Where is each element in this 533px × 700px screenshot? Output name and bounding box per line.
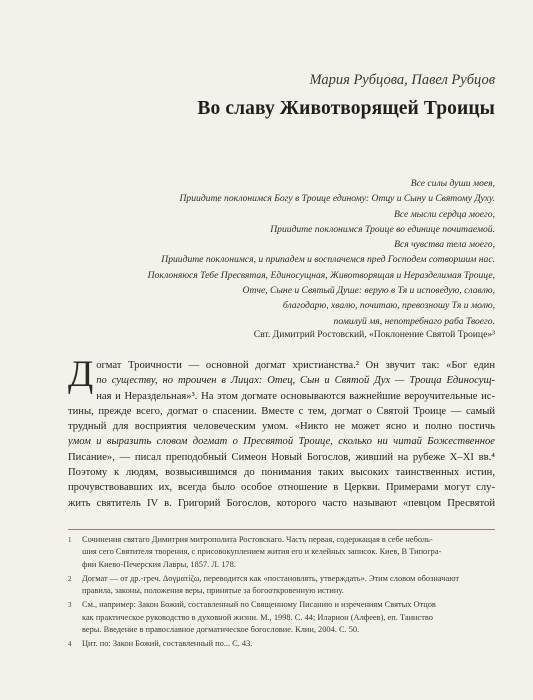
epigraph-line: Вся чувства тела моего, bbox=[394, 239, 495, 251]
body-line: по существу, но троичен в Лицах: Отец, Сын и Святой Дух — Троица Единосущ- bbox=[96, 375, 495, 387]
footnote bbox=[68, 638, 495, 650]
epigraph-line: Все силы души моея, bbox=[410, 178, 495, 189]
footnote-line: веры. Введение в православное догматическое богословие. Клин, 2004. С. 50. bbox=[82, 625, 360, 635]
footnote-line: шия сего Святителя творения, с присовокуплением жития его и келейных записок. Киев, В Типогра- bbox=[82, 547, 442, 557]
body-line: прочувствовавших их, всегда было особое отношение в Церкви. Примерами могут слу- bbox=[68, 482, 495, 494]
body-line: Поэтому к людям, возвысившимся до понимания таких высоких таинственных истин, bbox=[68, 467, 495, 479]
epigraph-line: благодарю, хвалю, почитаю, превозношу Тя и молю, bbox=[282, 300, 495, 312]
body-line: огмат Троичности — основной догмат христианства.² Он звучит так: «Бог един bbox=[96, 360, 495, 371]
body-line: жить святитель IV в. Григорий Богослов, которого часто называют «певцом Пресвятой bbox=[68, 497, 495, 509]
footnote-divider bbox=[68, 529, 495, 530]
footnote-line: Сочинения святаго Димитрия митрополита Ростовскаго. Часть первая, содержащая в себе неболь- bbox=[82, 535, 433, 544]
footnote-line: правила, законы, положения веры, принятые за богооткровенную истину. bbox=[82, 586, 344, 596]
footnote-line: как практическое руководство в духовной жизни. М., 1998. С. 44; Иларион (Алфеев), еп. Таинство bbox=[82, 612, 433, 622]
body-line: трудный для восприятия человеческим умом. «Никто не может ясно и полно постичь bbox=[68, 421, 495, 433]
epigraph-attribution: Свт. Димитрий Ростовский, «Поклонение Святой Троице»³ bbox=[253, 329, 495, 340]
footnotes bbox=[68, 534, 495, 653]
body-line: тины, прежде всего, догмат о спасении. Вместе с тем, догмат о Святой Троице — самый bbox=[68, 405, 495, 417]
epigraph-line: Приидите поклонимся Троице во единице почитаемой. bbox=[270, 223, 495, 235]
authors: Мария Рубцова, Павел Рубцов bbox=[309, 72, 495, 88]
epigraph-line: Приидите поклонимся Богу в Троице единому: Отцу и Сыну и Святому Духу. bbox=[179, 193, 495, 205]
footnote-line: Цит. по: Закон Божий, составленный по... С. 43. bbox=[82, 639, 253, 649]
epigraph-line: Отче, Сыне и Святый Душе: верую в Тя и исповедую, славлю, bbox=[242, 285, 495, 297]
epigraph-line: помилуй мя, непотребнаго раба Твоего. bbox=[333, 315, 495, 327]
epigraph-poem bbox=[75, 176, 495, 329]
epigraph-line: Все мысли сердца моего, bbox=[393, 208, 495, 220]
footnote-line: См., например: Закон Божий, составленный по Священному Писанию и изречениям Святых Отцов bbox=[82, 600, 436, 610]
chapter-title: Во славу Животворящей Троицы bbox=[197, 98, 495, 119]
body-line: умом и выразить словом догмат о Пресвятой Троице, сколько ни читай Божественное bbox=[68, 436, 495, 448]
epigraph-line: Поклоняюся Тебе Пресвятая, Единосущная, Животворящая и Неразделимая Троице, bbox=[147, 269, 495, 281]
body-line: ная и Нераздельная»³. На этом догмате основываются важнейшие вероучительные ис- bbox=[96, 390, 495, 402]
footnote bbox=[68, 599, 495, 636]
footnote-number: 1 bbox=[68, 536, 72, 544]
footnote-line: фии Киево-Печерския Лавры, 1857. Л. 178. bbox=[82, 559, 236, 569]
body-text bbox=[68, 354, 495, 511]
footnote-number: 2 bbox=[68, 574, 72, 583]
footnote-number: 4 bbox=[68, 640, 72, 649]
footnote bbox=[68, 573, 495, 598]
footnote-number: 3 bbox=[68, 601, 72, 610]
footnote bbox=[68, 534, 495, 571]
body-line: Писание», — писал преподобный Симеон Новый Богослов, живший на рубеже X–XI вв.⁴ bbox=[68, 451, 495, 463]
footnote-line: Догмат — от др.-греч. Δογματίζω, переводится как «постановлять, утверждать». Этим словом обозначают bbox=[82, 573, 459, 583]
epigraph-line: Приидите поклонимся, и припадем и восплачемся пред Господем сотворшим нас. bbox=[161, 254, 495, 266]
drop-cap: Д bbox=[68, 354, 94, 395]
